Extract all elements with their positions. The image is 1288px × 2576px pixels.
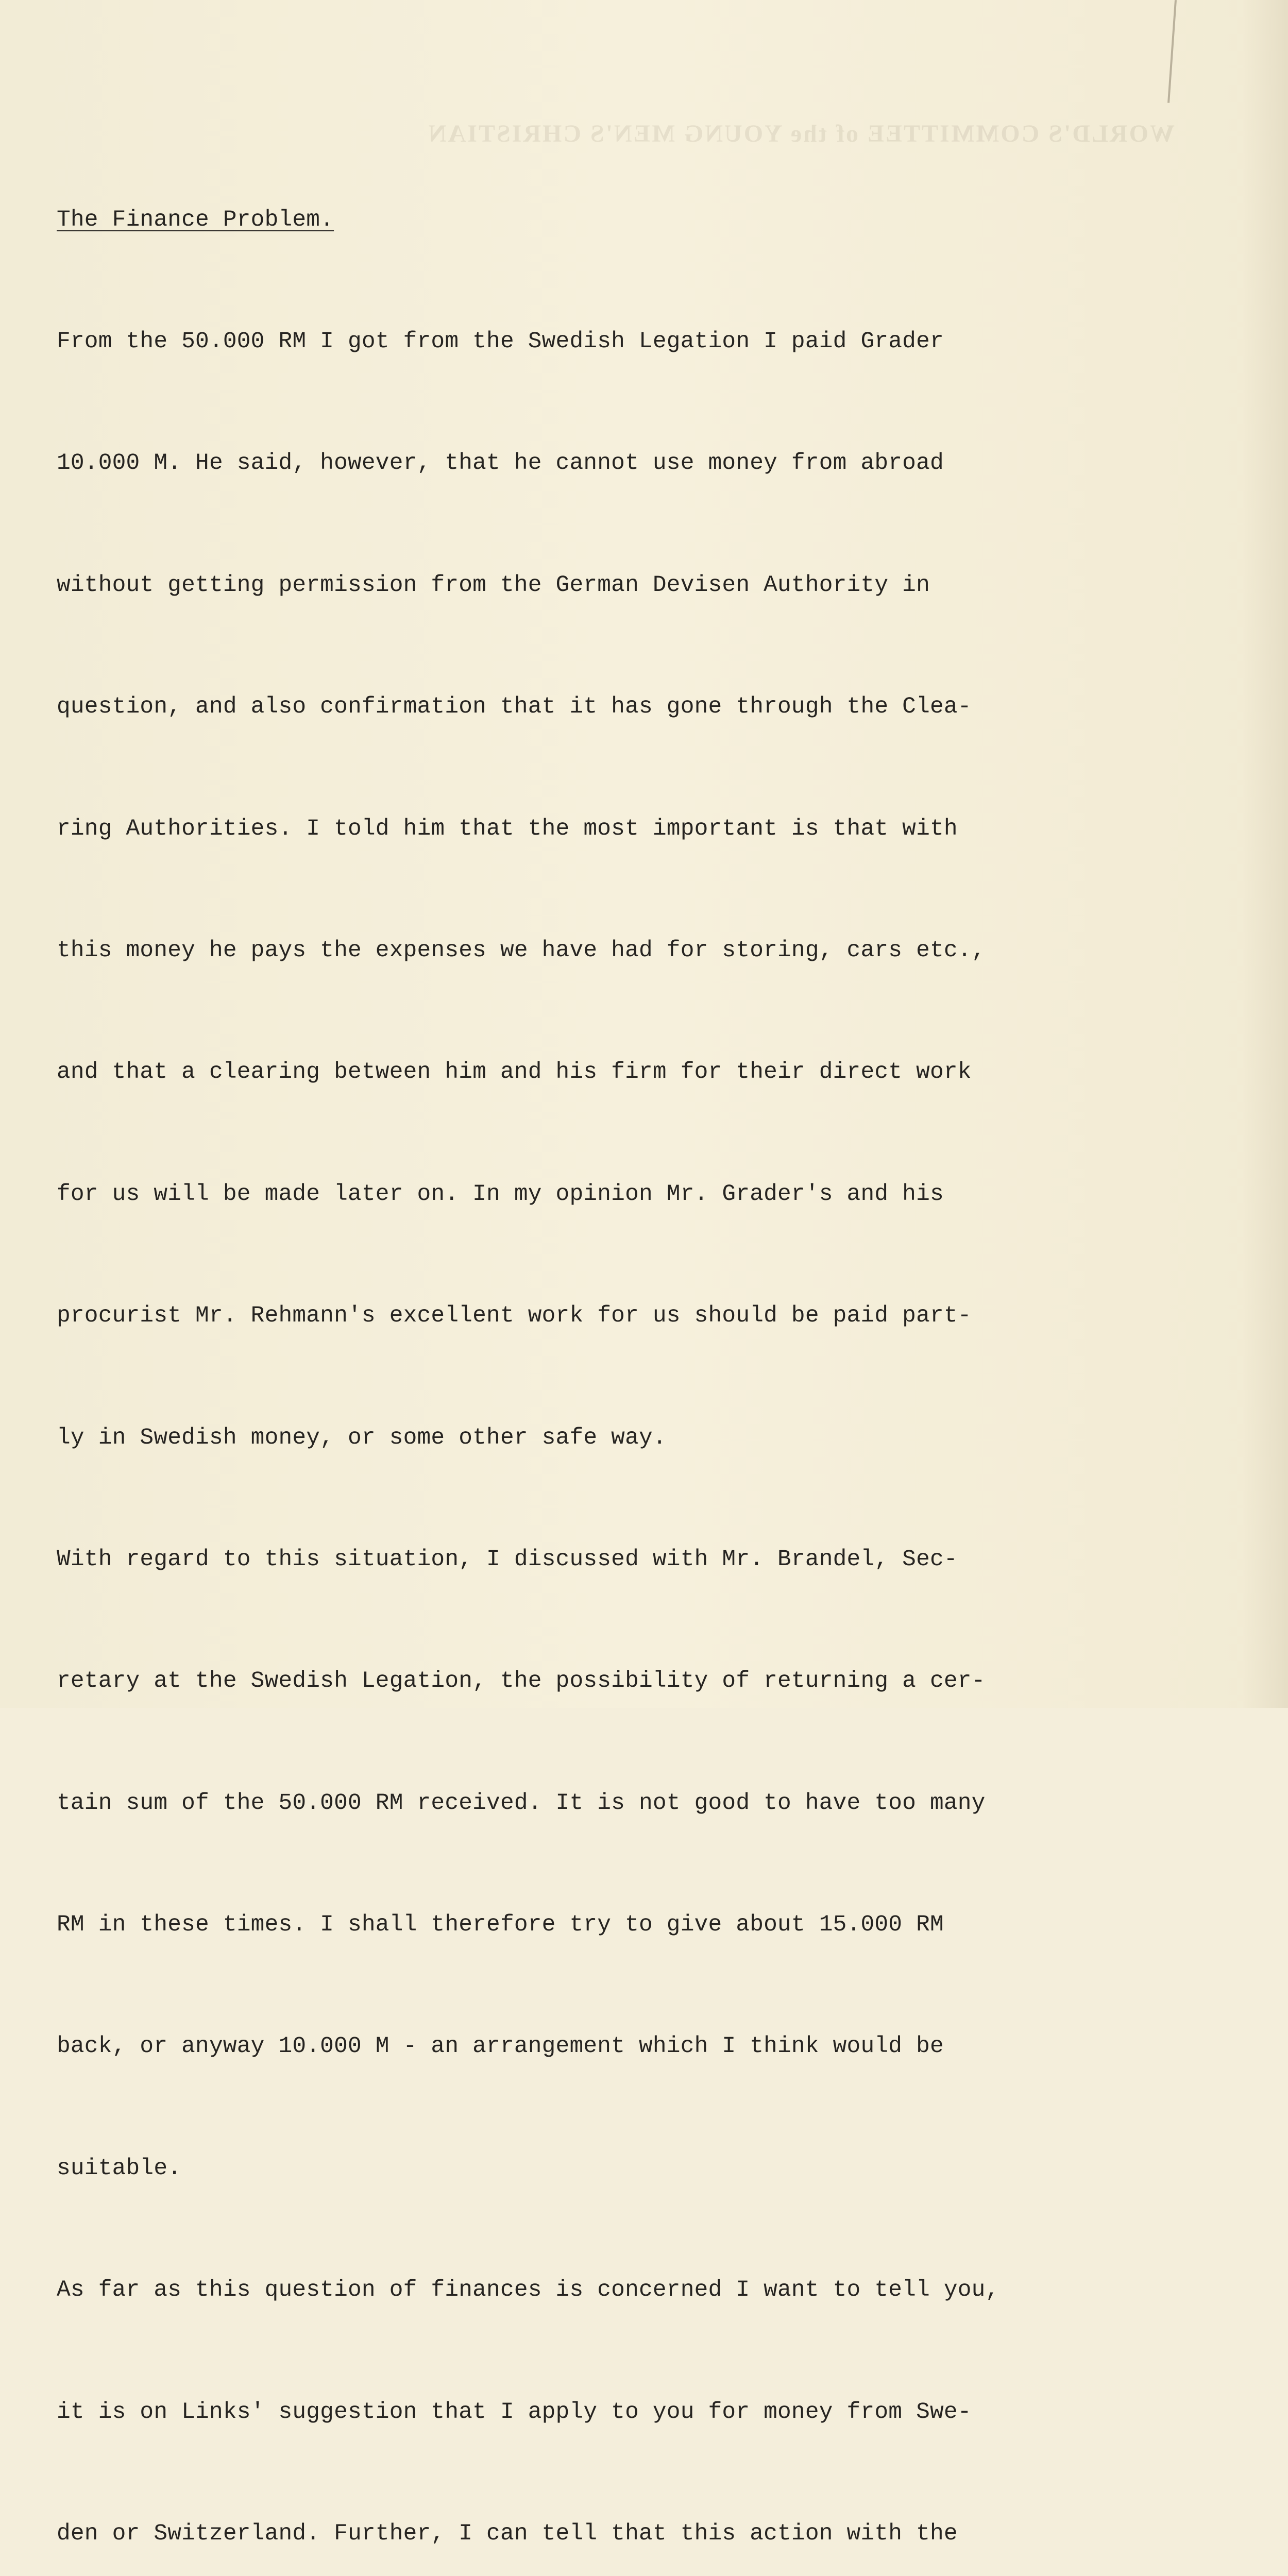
text-line: ring Authorities. I told him that the most important is that with <box>57 816 958 842</box>
text-line: question, and also confirmation that it has gone through the Clea- <box>57 694 972 720</box>
text-line: RM in these times. I shall therefore try to give about 15.000 RM <box>57 1912 944 1938</box>
text-line: it is on Links' suggestion that I apply to you for money from Swe- <box>57 2399 972 2425</box>
text-line: this money he pays the expenses we have had for storing, cars etc., <box>57 937 986 963</box>
letterhead-bleed-through: WORLD'S COMMITTEE of the YOUNG MEN'S CHRISTIAN <box>427 120 1175 147</box>
text-line: ly in Swedish money, or some other safe way. <box>57 1425 667 1451</box>
text-line: procurist Mr. Rehmann's excellent work for us should be paid part- <box>57 1303 972 1329</box>
text-line: for us will be made later on. In my opinion Mr. Grader's and his <box>57 1181 944 1207</box>
text-line: From the 50.000 RM I got from the Swedish Legation I paid Grader <box>57 328 944 354</box>
text-line: retary at the Swedish Legation, the possibility of returning a cer- <box>57 1668 986 1694</box>
text-line: back, or anyway 10.000 M - an arrangement which I think would be <box>57 2033 944 2060</box>
text-line: With regard to this situation, I discussed with Mr. Brandel, Sec- <box>57 1546 958 1572</box>
text-line: without getting permission from the German Devisen Authority in <box>57 572 930 598</box>
text-line: As far as this question of finances is concerned I want to tell you, <box>57 2277 999 2303</box>
section-heading-finance: The Finance Problem. <box>57 207 334 233</box>
paper-edge-shadow <box>1242 0 1288 1708</box>
text-line: and that a clearing between him and his firm for their direct work <box>57 1059 972 1086</box>
text-line: 10.000 M. He said, however, that he cannot use money from abroad <box>57 450 944 477</box>
text-line: suitable. <box>57 2155 182 2181</box>
text-line: den or Switzerland. Further, I can tell that this action with the <box>57 2521 958 2547</box>
paper-crease <box>1167 0 1177 103</box>
typed-text-body <box>57 118 1164 2576</box>
text-line: tain sum of the 50.000 RM received. It is not good to have too many <box>57 1790 986 1816</box>
